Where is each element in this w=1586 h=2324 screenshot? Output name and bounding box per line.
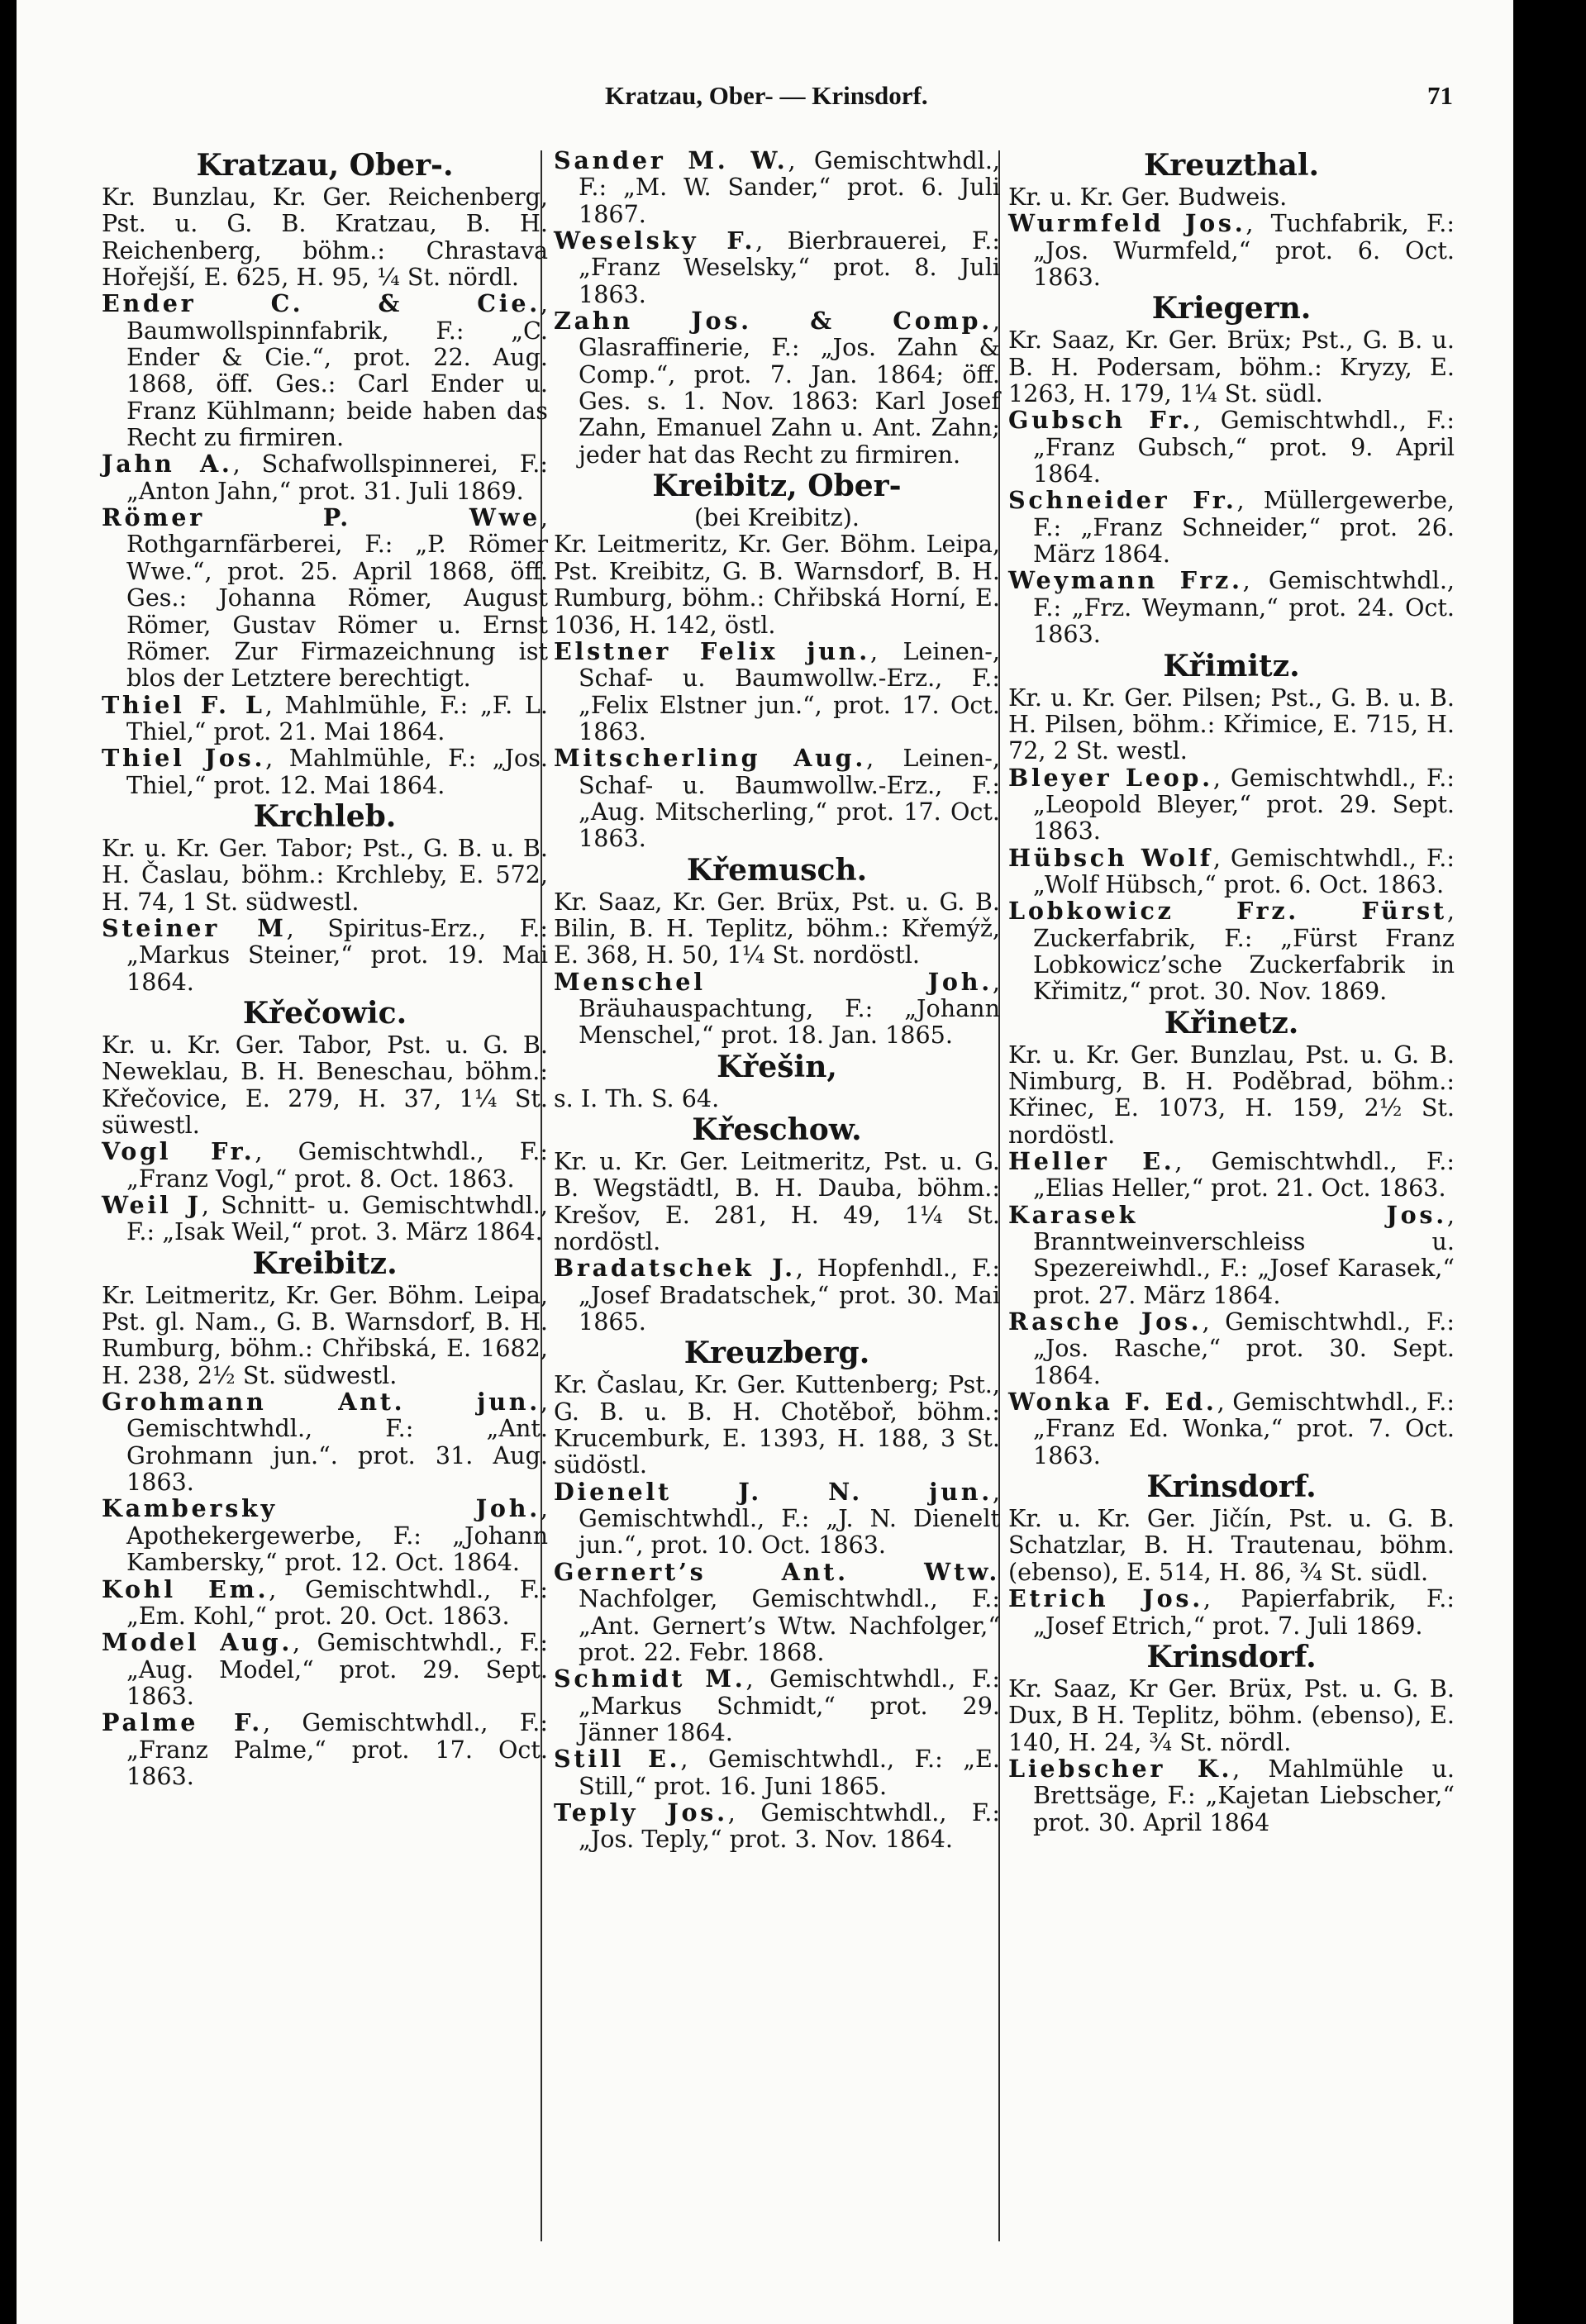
register-entry: [1008, 407, 1455, 487]
firm-owner-name: Gubsch Fr.: [1008, 406, 1193, 435]
place-location: Kr. u. Kr. Ger. Jičín, Pst. u. G. B. Schatzlar, B. H. Trautenau, böhm. (ebenso), E. 514, H. 86, ¾ St. südl.: [1008, 1504, 1455, 1586]
register-entry: [102, 1709, 548, 1789]
register-entry: [554, 1255, 1000, 1335]
firm-owner-name: Jahn A.: [102, 450, 233, 479]
entry-details: , Gemischtwhdl., F.: „Jos. Rasche,“ prot. 30. Sept. 1864.: [1033, 1307, 1455, 1389]
entry-details: , Schnitt- u. Gemischtwhdl., F.: „Isak Weil,“ prot. 3. März 1864.: [126, 1191, 548, 1246]
firm-owner-name: Zahn Jos. & Comp.: [554, 307, 993, 336]
place-location: Kr. u. Kr. Ger. Leitmeritz, Pst. u. G. B. Wegstädtl, B. H. Dauba, böhm.: Krešov, E. 281, H. 49, 1¼ St. nordöstl.: [554, 1147, 1000, 1256]
register-entry: [1008, 1308, 1455, 1388]
entry-details: , Gemischtwhdl., F.: „Elias Heller,“ prot. 21. Oct. 1863.: [1033, 1147, 1455, 1202]
register-entry: [554, 745, 1000, 851]
register-entry: [102, 1629, 548, 1709]
place-location: Kr. Bunzlau, Kr. Ger. Reichenberg, Pst. u. G. B. Kratzau, B. H. Reichenberg, böhm.: Chrastava Hořejší, E. 625, H. 95, ¼ St. nördl.: [102, 183, 548, 292]
entry-details: , Zuckerfabrik, F.: „Fürst Franz Lobkowicz’sche Zuckerfabrik in Křimitz,“ prot. 30. Nov. 1869.: [1033, 897, 1455, 1006]
place-heading: Kreuzberg.: [683, 1336, 870, 1371]
entry-details: , Gemischtwhdl., F.: „Markus Schmidt,“ prot. 29. Jänner 1864.: [579, 1664, 1000, 1746]
place-heading: Krchleb.: [253, 798, 397, 834]
entry-details: , Gemischtwhdl., F.: „M. W. Sander,“ prot. 6. Juli 1867.: [579, 146, 1001, 228]
place-location: Kr. Leitmeritz, Kr. Ger. Böhm. Leipa, Pst. Kreibitz, G. B. Warnsdorf, B. H. Rumburg, böhm.: Chřibská Horní, E. 1036, H. 142, östl.: [554, 530, 1000, 639]
firm-owner-name: Lobkowicz Frz. Fürst: [1008, 897, 1447, 926]
register-entry: [102, 745, 548, 798]
firm-owner-name: Dienelt J. N. jun.: [554, 1477, 993, 1506]
place-heading: Kriegern.: [1151, 291, 1312, 326]
firm-owner-name: Ender C. & Cie.: [102, 289, 541, 318]
scan-edge: [1513, 0, 1550, 2324]
place-heading: Krinsdorf.: [1146, 1639, 1317, 1674]
entry-details: , Rothgarnfärberei, F.: „P. Römer Wwe.“, prot. 25. April 1868, öff. Ges.: Johanna Römer, August Römer, Gustav Römer u. Ernst Römer. Zur Firmazeichnung ist blos der Letztere berechtigt.: [126, 503, 548, 693]
place-heading: Kreibitz.: [252, 1245, 398, 1281]
firm-owner-name: Grohmann Ant. jun.: [102, 1388, 541, 1417]
place-heading: Křemusch.: [686, 852, 868, 888]
register-entry: [1008, 487, 1455, 567]
entry-details: , Hopfenhdl., F.: „Josef Bradatschek,“ prot. 30. Mai 1865.: [579, 1254, 1001, 1336]
register-entry: [1008, 1585, 1455, 1639]
register-entry: [554, 227, 1000, 307]
entry-details: , Gemischtwhdl., F.: „Franz Palme,“ prot. 17. Oct. 1863.: [126, 1708, 548, 1790]
entry-details: , Branntweinverschleiss u. Spezereiwhdl., F.: „Josef Karasek,“ prot. 27. März 1864.: [1033, 1200, 1455, 1309]
firm-owner-name: Etrich Jos.: [1008, 1584, 1203, 1613]
register-entry: [1008, 845, 1455, 898]
firm-owner-name: Vogl Fr.: [102, 1137, 255, 1166]
place-location: Kr. Saaz, Kr Ger. Brüx, Pst. u. G. B. Dux, B H. Teplitz, böhm. (ebenso), E. 140, H. 24, ¾ St. nördl.: [1008, 1674, 1455, 1756]
register-entry: [102, 1388, 548, 1495]
firm-owner-name: Hübsch Wolf: [1008, 843, 1213, 872]
entry-details: , Gemischtwhdl., F.: „Franz Ed. Wonka,“ prot. 7. Oct. 1863.: [1033, 1388, 1455, 1469]
entry-details: , Papierfabrik, F.: „Josef Etrich,“ prot. 7. Juli 1869.: [1033, 1584, 1455, 1640]
register-entry: [554, 1745, 1000, 1799]
firm-owner-name: Teply Jos.: [554, 1798, 728, 1826]
place-heading: Křinetz.: [1164, 1005, 1299, 1041]
register-entry: [1008, 898, 1455, 1004]
place-location: Kr. Saaz, Kr. Ger. Brüx; Pst., G. B. u. B. H. Podersam, böhm.: Kryzy, E. 1263, H. 179, 1¼ St. südl.: [1008, 326, 1455, 408]
entry-details: , Mahlmühle u. Brettsäge, F.: „Kajetan Liebscher,“ prot. 30. April 1864: [1033, 1754, 1455, 1836]
firm-owner-name: Kohl Em.: [102, 1574, 269, 1603]
place-location: Kr. u. Kr. Ger. Pilsen; Pst., G. B. u. B. H. Pilsen, böhm.: Křimice, E. 715, H. 72, 2 St. westl.: [1008, 683, 1455, 765]
firm-owner-name: Wonka F. Ed.: [1008, 1388, 1217, 1417]
firm-owner-name: Gernert’s Ant. Wtw.: [554, 1557, 1000, 1586]
register-entry: [1008, 210, 1455, 290]
entry-details: , Schafwollspinnerei, F.: „Anton Jahn,“ prot. 31. Juli 1869.: [126, 450, 548, 505]
register-entry: [1008, 764, 1455, 845]
entry-details: , Gemischtwhdl., F.: „Aug. Model,“ prot. 29. Sept. 1863.: [126, 1628, 548, 1710]
entry-details: , Mahlmühle, F.: „F. L. Thiel,“ prot. 21. Mai 1864.: [126, 690, 548, 745]
firm-owner-name: Wurmfeld Jos.: [1008, 209, 1246, 238]
entry-details: , Gemischtwhdl., F.: „Leopold Bleyer,“ prot. 29. Sept. 1863.: [1033, 763, 1455, 845]
register-entry: [1008, 1388, 1455, 1469]
entry-details: , Gemischtwhdl., F.: „Frz. Weymann,“ prot. 24. Oct. 1863.: [1033, 566, 1455, 649]
entry-details: , Gemischtwhdl., F.: „Ant. Grohmann jun.“. prot. 31. Aug. 1863.: [126, 1388, 548, 1497]
register-entry: [102, 1192, 548, 1245]
place-heading: Krinsdorf.: [1146, 1469, 1317, 1505]
entry-details: , Mahlmühle, F.: „Jos. Thiel,“ prot. 12. Mai 1864.: [126, 744, 548, 799]
place-heading: Kreuzthal.: [1143, 148, 1320, 183]
register-entry: [554, 307, 1000, 468]
place-location: Kr. Leitmeritz, Kr. Ger. Böhm. Leipa, Pst. gl. Nam., G. B. Warnsdorf, B. H. Rumburg, böhm.: Chřibská, E. 1682, H. 238, 2½ St. südwestl.: [102, 1280, 548, 1389]
register-entry: [554, 1559, 1000, 1665]
firm-owner-name: Mitscherling Aug.: [554, 744, 867, 773]
firm-owner-name: Kambersky Joh.: [102, 1494, 541, 1523]
firm-owner-name: Schneider Fr.: [1008, 486, 1237, 515]
register-entry: [554, 638, 1000, 745]
register-entry: [1008, 1148, 1455, 1202]
register-entry: [102, 450, 548, 504]
register-entry: [1008, 1755, 1455, 1836]
firm-owner-name: Elstner Felix jun.: [554, 636, 870, 665]
register-entry: [554, 1665, 1000, 1745]
running-title: Kratzau, Ober- — Krinsdorf.: [605, 81, 928, 110]
column-1: [102, 147, 548, 1789]
register-entry: [1008, 567, 1455, 647]
scanned-page: [17, 0, 1550, 2324]
entry-details: , Gemischtwhdl., F.: „Wolf Hübsch,“ prot. 6. Oct. 1863.: [1033, 843, 1455, 898]
firm-owner-name: Sander M. W.: [554, 146, 788, 174]
firm-owner-name: Bradatschek J.: [554, 1254, 796, 1283]
firm-owner-name: Heller E.: [1008, 1147, 1175, 1175]
place-heading: Křeschow.: [692, 1112, 862, 1147]
entry-details: , Apothekergewerbe, F.: „Johann Kambersky,“ prot. 12. Oct. 1864.: [126, 1494, 548, 1577]
firm-owner-name: Schmidt M.: [554, 1664, 746, 1693]
place-location: Kr. u. Kr. Ger. Tabor, Pst. u. G. B. Neweklau, B. H. Beneschau, böhm.: Křečovice, E. 279, H. 37, 1¼ St. süwestl.: [102, 1030, 548, 1139]
register-entry: [554, 147, 1000, 227]
firm-owner-name: Karasek Jos.: [1008, 1200, 1447, 1229]
entry-details: , Bräuhauspachtung, F.: „Johann Menschel,“ prot. 18. Jan. 1865.: [579, 967, 1000, 1050]
entry-details: , Spiritus-Erz., F.: „Markus Steiner,“ prot. 19. Mai 1864.: [126, 913, 548, 996]
entry-details: , Gemischtwhdl., F.: „E. Still,“ prot. 16. Juni 1865.: [579, 1745, 1000, 1800]
firm-owner-name: Römer P. Wwe: [102, 503, 541, 532]
place-location: Kr. u. Kr. Ger. Bunzlau, Pst. u. G. B. Nimburg, B. H. Poděbrad, böhm.: Křinec, E. 1073, H. 159, 2½ St. nordöstl.: [1008, 1040, 1455, 1149]
place-heading: Kratzau, Ober-.: [196, 148, 454, 183]
firm-owner-name: Bleyer Leop.: [1008, 763, 1213, 792]
register-entry: [102, 1138, 548, 1192]
firm-owner-name: Model Aug.: [102, 1628, 293, 1657]
register-entry: [554, 1799, 1000, 1853]
entry-details: , Glasraffinerie, F.: „Jos. Zahn & Comp.“, prot. 7. Jan. 1864; öff. Ges. s. 1. Nov. 1863: Karl Josef Zahn, Emanuel Zahn u. Ant. Zahn; jeder hat das Recht zu firmiren.: [579, 307, 1000, 469]
firm-owner-name: Menschel Joh.: [554, 967, 993, 996]
place-subheading: (bei Kreibitz).: [694, 503, 860, 532]
entry-details: , Baumwollspinnfabrik, F.: „C. Ender & Cie.“, prot. 22. Aug. 1868, öff. Ges.: Carl Ender u. Franz Kühlmann; beide haben das Recht zu firmiren.: [126, 289, 548, 452]
register-entry: [102, 915, 548, 995]
column-2: [554, 147, 1000, 1853]
register-entry: [1008, 1202, 1455, 1308]
place-heading: Křešin,: [717, 1049, 837, 1084]
entry-details: , Tuchfabrik, F.: „Jos. Wurmfeld,“ prot. 6. Oct. 1863.: [1033, 209, 1455, 292]
page-number: 71: [1427, 81, 1453, 110]
firm-owner-name: Thiel Jos.: [102, 744, 266, 773]
entry-details: , Bierbrauerei, F.: „Franz Weselsky,“ prot. 8. Juli 1863.: [579, 226, 1000, 308]
register-entry: [102, 504, 548, 691]
firm-owner-name: Rasche Jos.: [1008, 1307, 1203, 1336]
firm-owner-name: Thiel F. L: [102, 690, 265, 719]
place-heading: Křimitz.: [1163, 648, 1300, 683]
entry-details: , Leinen-, Schaf- u. Baumwollw.-Erz., F.: „Aug. Mitscherling,“ prot. 17. Oct. 1863.: [579, 744, 1000, 853]
register-entry: [102, 290, 548, 450]
register-entry: [102, 1495, 548, 1575]
register-entry: [102, 1576, 548, 1630]
entry-details: , Müllergewerbe, F.: „Franz Schneider,“ prot. 26. März 1864.: [1033, 486, 1455, 569]
register-entry: [554, 969, 1000, 1049]
place-heading: Křečowic.: [242, 995, 407, 1031]
register-entry: [102, 692, 548, 745]
place-location: Kr. Časlau, Kr. Ger. Kuttenberg; Pst., G. B. u. B. H. Chotěboř, böhm.: Krucemburk, E. 1393, H. 188, 3 St. südöstl.: [554, 1370, 1000, 1479]
firm-owner-name: Steiner M: [102, 913, 287, 942]
firm-owner-name: Still E.: [554, 1745, 681, 1774]
entry-details: , Gemischtwhdl., F.: „Em. Kohl,“ prot. 20. Oct. 1863.: [126, 1574, 548, 1630]
column-3: [1008, 147, 1455, 1836]
firm-owner-name: Weselsky F.: [554, 226, 756, 255]
place-location: Kr. Saaz, Kr. Ger. Brüx, Pst. u. G. B. Bilin, B. H. Teplitz, böhm.: Křemýž, E. 368, H. 50, 1¼ St. nordöstl.: [554, 887, 1000, 969]
place-location: Kr. u. Kr. Ger. Tabor; Pst., G. B. u. B. H. Časlau, böhm.: Krchleby, E. 572, H. 74, 1 St. südwestl.: [102, 833, 548, 916]
entry-details: Nachfolger, Gemischtwhdl., F.: „Ant. Gernert’s Wtw. Nachfolger,“ prot. 22. Febr. 1868.: [579, 1584, 1000, 1666]
entry-details: , Gemischtwhdl., F.: „Franz Vogl,“ prot. 8. Oct. 1863.: [126, 1137, 548, 1193]
entry-details: , Gemischtwhdl., F.: „Jos. Teply,“ prot. 3. Nov. 1864.: [579, 1798, 1000, 1854]
firm-owner-name: Liebscher K.: [1008, 1754, 1233, 1783]
place-location: Kr. u. Kr. Ger. Budweis.: [1008, 183, 1288, 211]
entry-details: , Gemischtwhdl., F.: „J. N. Dienelt jun.“, prot. 10. Oct. 1863.: [579, 1477, 1000, 1560]
firm-owner-name: Weil J: [102, 1191, 202, 1220]
register-entry: [554, 1479, 1000, 1559]
entry-details: , Leinen-, Schaf- u. Baumwollw.-Erz., F.: „Felix Elstner jun.“, prot. 17. Oct. 1863.: [579, 636, 1000, 745]
firm-owner-name: Weymann Frz.: [1008, 566, 1243, 595]
place-heading: Kreibitz, Ober-: [652, 469, 902, 504]
firm-owner-name: Palme F.: [102, 1708, 263, 1737]
place-location: s. I. Th. S. 64.: [554, 1083, 720, 1112]
entry-details: , Gemischtwhdl., F.: „Franz Gubsch,“ prot. 9. April 1864.: [1033, 406, 1455, 488]
